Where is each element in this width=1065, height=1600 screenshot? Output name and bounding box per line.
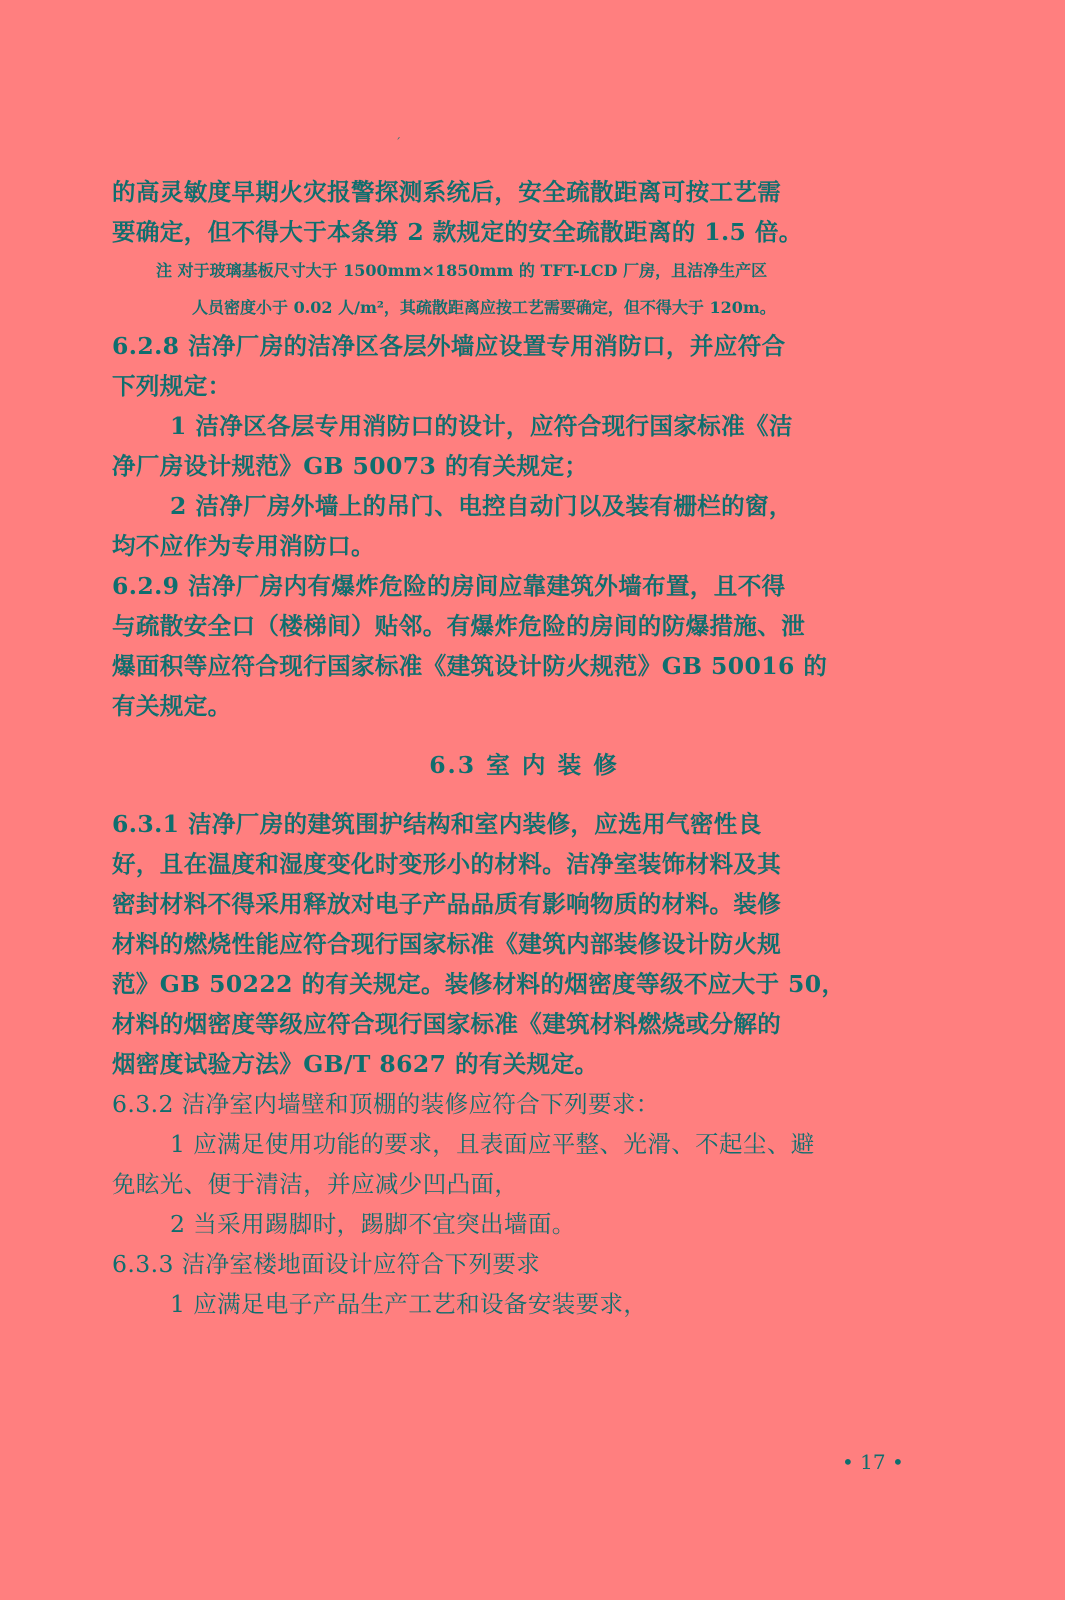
page-number: • 17 • [842, 1450, 904, 1474]
clause-6-2-8-heading: 6.2.8 洁净厂房的洁净区各层外墙应设置专用消防口，并应符合 [112, 332, 786, 360]
text-line: 净厂房设计规范》GB 50073 的有关规定； [112, 452, 589, 480]
text-line: 材料的燃烧性能应符合现行国家标准《建筑内部装修设计防火规 [112, 930, 782, 958]
clause-6-3-2-heading: 6.3.2 洁净室内墙壁和顶棚的装修应符合下列要求： [112, 1090, 660, 1118]
text-line: 有关规定。 [112, 692, 232, 720]
list-item: 2 洁净厂房外墙上的吊门、电控自动门以及装有栅栏的窗， [170, 492, 793, 520]
text-line: 好，且在温度和湿度变化时变形小的材料。洁净室装饰材料及其 [112, 850, 782, 878]
note-line: 人员密度小于 0.02 人/m²，其疏散距离应按工艺需要确定，但不得大于 120m。 [192, 298, 776, 317]
text-line: 下列规定： [112, 372, 232, 400]
clause-6-3-1-heading: 6.3.1 洁净厂房的建筑围护结构和室内装修，应选用气密性良 [112, 810, 762, 838]
text-line: 的高灵敏度早期火灾报警探测系统后，安全疏散距离可按工艺需 [112, 178, 782, 206]
top-mark: ˊ [395, 136, 401, 150]
list-item: 2 当采用踢脚时，踢脚不宜突出墙面。 [170, 1210, 576, 1238]
text-line: 与疏散安全口（楼梯间）贴邻。有爆炸危险的房间的防爆措施、泄 [112, 612, 806, 640]
text-line: 均不应作为专用消防口。 [112, 532, 375, 560]
text-line: 免眩光、便于清洁，并应减少凹凸面， [112, 1170, 519, 1198]
page-body [112, 172, 936, 1324]
text-line: 范》GB 50222 的有关规定。装修材料的烟密度等级不应大于 50， [112, 970, 846, 998]
text-line: 要确定，但不得大于本条第 2 款规定的安全疏散距离的 1.5 倍。 [112, 218, 803, 246]
text-line: 爆面积等应符合现行国家标准《建筑设计防火规范》GB 50016 的 [112, 652, 828, 680]
clause-6-3-3-heading: 6.3.3 洁净室楼地面设计应符合下列要求 [112, 1250, 541, 1278]
clause-6-2-9-heading: 6.2.9 洁净厂房内有爆炸危险的房间应靠建筑外墙布置，且不得 [112, 572, 786, 600]
text-line: 材料的烟密度等级应符合现行国家标准《建筑材料燃烧或分解的 [112, 1010, 782, 1038]
note-line: 注 对于玻璃基板尺寸大于 1500mm×1850mm 的 TFT-LCD 厂房，且洁净生产区 [156, 261, 768, 280]
list-item: 1 应满足使用功能的要求，且表面应平整、光滑、不起尘、避 [170, 1130, 815, 1158]
list-item: 1 应满足电子产品生产工艺和设备安装要求， [170, 1290, 648, 1318]
text-line: 密封材料不得采用释放对电子产品品质有影响物质的材料。装修 [112, 890, 782, 918]
section-title: 6.3 室 内 装 修 [429, 751, 619, 779]
list-item: 1 洁净区各层专用消防口的设计，应符合现行国家标准《洁 [170, 412, 793, 440]
text-line: 烟密度试验方法》GB/T 8627 的有关规定。 [112, 1050, 599, 1078]
